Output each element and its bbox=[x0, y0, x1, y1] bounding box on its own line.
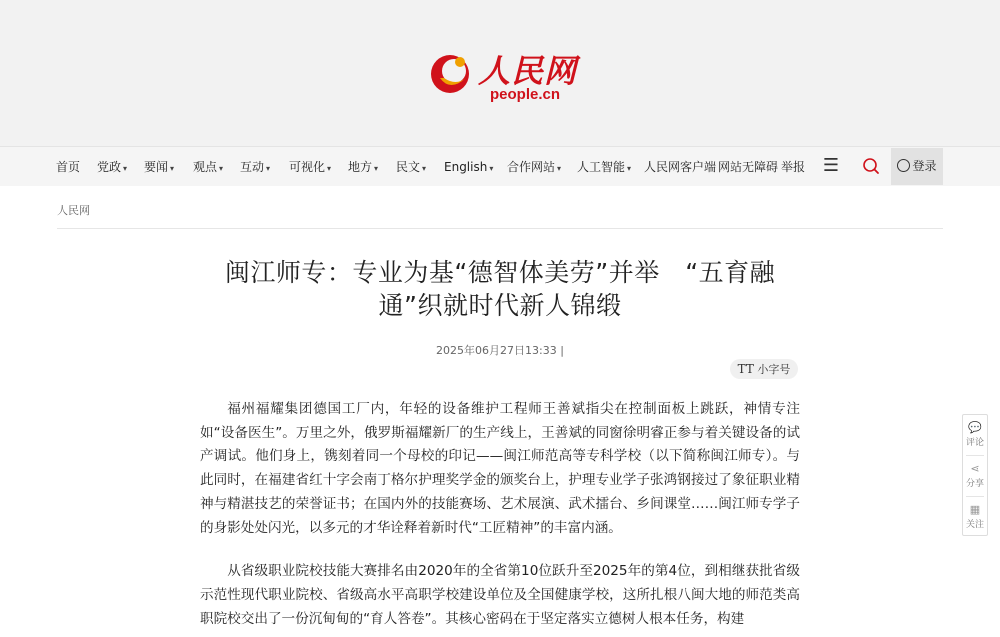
nav-item-home[interactable] bbox=[56, 147, 80, 187]
nav-item-local[interactable] bbox=[348, 147, 378, 187]
nav-item-report[interactable] bbox=[781, 147, 805, 187]
chevron-down-icon: ▾ bbox=[627, 164, 632, 173]
nav-item-label: 人工智能 bbox=[577, 160, 626, 174]
article-paragraph: 福州福耀集团德国工厂内，年轻的设备维护工程师王善斌指尖在控制面板上跳跃，神情专注如“设备医生”。万里之外，俄罗斯福耀新厂的生产线上，王善斌的同窗徐明睿正参与着关键设备的试产调试。他们身上，镌刻着同一个母校的印记——闽江师范高等专科学校（以下简称闽江师专）。与此同时，在福建省红十字会南丁格尔护理奖学金的颁奖台上，护理专业学子张鸿钢接过了象征职业精神与精湛技艺的荣誉证书；在国内外的技能赛场、艺术展演、武术擂台、乡间课堂……闽江师专学子的身影处处闪光，以多元的才华诠释着新时代“工匠精神”的丰富内涵。 bbox=[200, 401, 800, 536]
nav-item-app[interactable] bbox=[644, 147, 716, 187]
nav-item-label: 举报 bbox=[781, 160, 806, 174]
breadcrumb-link[interactable]: 人民网 bbox=[57, 204, 90, 217]
nav-item-news[interactable] bbox=[144, 147, 174, 187]
nav-item-partners[interactable] bbox=[507, 147, 561, 187]
nav-item-label: English bbox=[444, 160, 488, 174]
logo-text-domain: people.cn bbox=[490, 86, 561, 103]
side-toolbar bbox=[962, 414, 988, 536]
chevron-down-icon: ▾ bbox=[422, 164, 427, 173]
chevron-down-icon: ▾ bbox=[557, 164, 562, 173]
breadcrumb[interactable] bbox=[57, 202, 90, 218]
nav-item-label: 合作网站 bbox=[507, 160, 556, 174]
tool-label: 分享 bbox=[965, 479, 984, 489]
article-meta bbox=[0, 342, 1000, 358]
chevron-down-icon: ▾ bbox=[327, 164, 332, 173]
divider bbox=[57, 228, 943, 229]
publish-datetime: 2025年06月27日13:33 bbox=[436, 344, 557, 357]
nav-item-label: 党政 bbox=[97, 160, 122, 174]
nav-item-label: 人民网客户端 bbox=[644, 160, 717, 174]
nav-item-label: 可视化 bbox=[289, 160, 326, 174]
tool-label: 评论 bbox=[965, 438, 984, 448]
nav-item-label: 观点 bbox=[193, 160, 218, 174]
people-logo-icon bbox=[426, 48, 476, 98]
chevron-down-icon: ▾ bbox=[123, 164, 128, 173]
font-size-label: 小字号 bbox=[757, 363, 791, 376]
search-icon bbox=[852, 146, 890, 186]
chevron-down-icon: ▾ bbox=[219, 164, 224, 173]
login-button[interactable] bbox=[891, 148, 943, 185]
login-label: 登录 bbox=[912, 159, 937, 173]
nav-item-minority[interactable] bbox=[396, 147, 426, 187]
page-title: 闽江师专：专业为基“德智体美劳”并举 “五育融通”织就时代新人锦缎 bbox=[224, 258, 776, 320]
qrcode-icon: ▦ bbox=[969, 503, 981, 516]
chevron-down-icon: ▾ bbox=[374, 164, 379, 173]
nav-item-interact[interactable] bbox=[240, 147, 270, 187]
follow-button[interactable] bbox=[963, 497, 987, 537]
nav-item-label: 网站无障碍 bbox=[718, 160, 779, 174]
nav-item-label: 要闻 bbox=[144, 160, 169, 174]
user-icon bbox=[897, 159, 910, 172]
nav-item-ai[interactable] bbox=[577, 147, 631, 187]
chevron-down-icon: ▾ bbox=[489, 164, 494, 173]
nav-item-party[interactable] bbox=[97, 147, 127, 187]
main-nav bbox=[0, 146, 1000, 186]
nav-item-visual[interactable] bbox=[289, 147, 331, 187]
nav-item-accessibility[interactable] bbox=[718, 147, 778, 187]
tool-label: 关注 bbox=[965, 520, 984, 530]
hamburger-icon: ☰ bbox=[822, 155, 840, 176]
comment-button[interactable] bbox=[963, 415, 987, 455]
share-button[interactable] bbox=[963, 456, 987, 496]
logo-text-cn: 人民网 bbox=[478, 52, 578, 90]
article-body bbox=[200, 398, 800, 637]
site-header bbox=[0, 0, 1000, 146]
chevron-down-icon: ▾ bbox=[266, 164, 271, 173]
comment-icon: 💬 bbox=[968, 421, 982, 434]
article-paragraph: 从省级职业院校技能大赛排名由2020年的全省第10位跃升至2025年的第4位，到相继获批省级示范性现代职业院校、省级高水平高职学校建设单位及全国健康学校，这所扎根八闽大地的师范类高职院校交出了一份沉甸甸的“育人答卷”。其核心密码在于坚定落实立德树人根本任务，构建 bbox=[200, 563, 800, 627]
nav-item-label: 民文 bbox=[396, 160, 421, 174]
nav-item-english[interactable] bbox=[444, 147, 493, 187]
nav-item-label: 首页 bbox=[56, 160, 81, 174]
menu-button[interactable] bbox=[812, 146, 850, 186]
site-logo[interactable] bbox=[426, 44, 586, 104]
nav-item-opinion[interactable] bbox=[193, 147, 223, 187]
nav-item-label: 地方 bbox=[348, 160, 373, 174]
font-size-toggle[interactable] bbox=[730, 359, 798, 379]
nav-item-label: 互动 bbox=[240, 160, 265, 174]
search-button[interactable] bbox=[852, 146, 890, 186]
meta-separator: | bbox=[560, 344, 564, 357]
share-icon: ⋖ bbox=[970, 462, 980, 475]
chevron-down-icon: ▾ bbox=[170, 164, 175, 173]
text-size-icon: TT bbox=[737, 362, 754, 376]
